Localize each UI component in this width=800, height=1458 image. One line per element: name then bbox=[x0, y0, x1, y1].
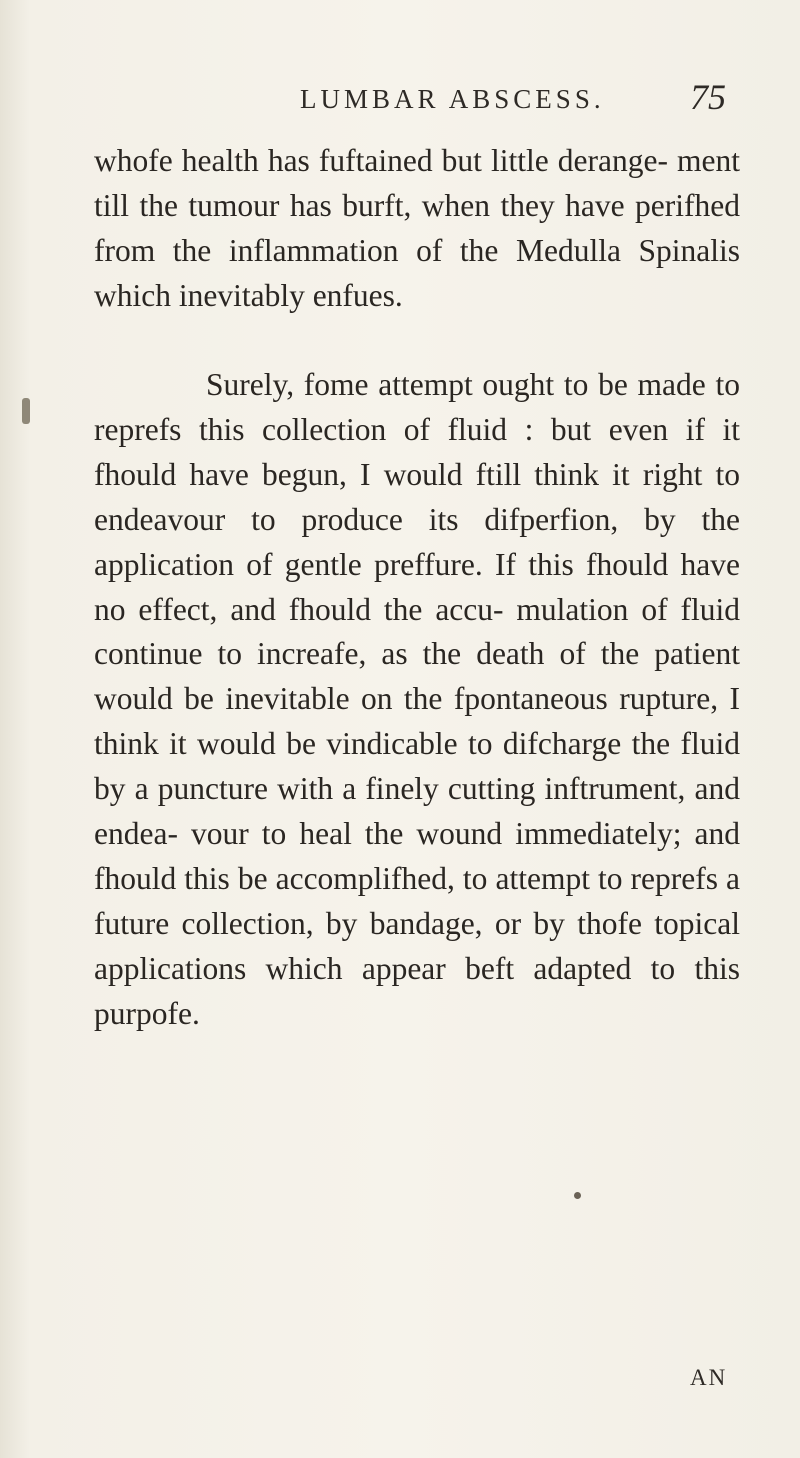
ink-dot bbox=[574, 1192, 581, 1199]
paragraph-1: whofe health has fuftained but little derange- ment till the tumour has burft, when they have perifhed from the inflammation of the Medulla Spinalis which inevitably enfues. bbox=[94, 143, 740, 313]
running-head: LUMBAR ABSCESS. bbox=[300, 84, 605, 114]
paragraph-2: Surely, fome attempt ought to be made to reprefs this collection of fluid : but even if it fhould have begun, I would ftill think it right to endeavour to produce its difperfion, by the application of gentle preffure. If this fhould have no effect, and fhould the accu- mulation of fluid continue to increafe, as the death of the patient would be inevitable on the fpontaneous rupture, I think it would be vindicable to difcharge the fluid by a puncture with a finely cutting inftrument, and endea- vour to heal the wound immediately; and fhould this be accomplifhed, to attempt to reprefs a future collection, by bandage, or by thofe topical applications which appear beft adapted to this purpofe. bbox=[94, 367, 740, 1031]
catchword: AN bbox=[690, 1365, 728, 1390]
margin-mark bbox=[22, 398, 30, 424]
page-number: 75 bbox=[690, 77, 726, 117]
